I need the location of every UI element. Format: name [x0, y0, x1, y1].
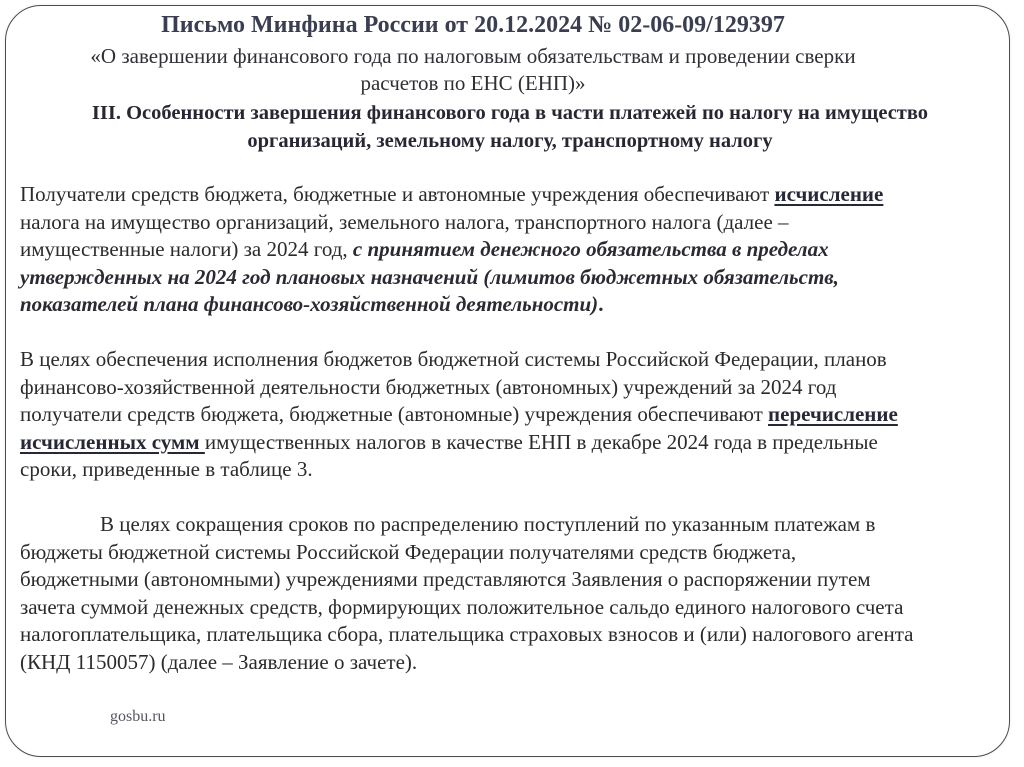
- emphasis-obligation: с принятием денежного обязательства в пределах: [352, 237, 829, 261]
- paragraph-line: сроки, приведенные в таблице 3.: [20, 457, 313, 481]
- paragraph-offset-application: [20, 511, 990, 676]
- paragraph-line: [20, 291, 990, 319]
- paragraph-line: [20, 181, 990, 209]
- paragraph-line: В целях сокращения сроков по распределению поступлений по указанным платежам в: [100, 512, 876, 536]
- paragraph-text: имущественные налоги) за 2024 год,: [20, 237, 353, 261]
- paragraph-period: .: [598, 292, 604, 316]
- section-heading-line: организаций, земельному налогу, транспортному налогу: [247, 130, 773, 152]
- emphasis-calculation: исчисление: [774, 182, 884, 206]
- paragraph-text: получатели средств бюджета, бюджетные (автономные) учреждения обеспечивают: [20, 402, 769, 426]
- paragraph-calculation: [20, 181, 990, 319]
- paragraph-line: [20, 429, 990, 457]
- paragraph-line: зачета суммой денежных средств, формирующих положительное сальдо единого налогового счета: [20, 594, 904, 619]
- emphasis-calculated-sums: исчисленных сумм: [20, 429, 205, 454]
- paragraph-line: В целях обеспечения исполнения бюджетов бюджетной системы Российской Федерации, планов: [20, 347, 887, 371]
- document-title: Письмо Минфина России от 20.12.2024 № 02-06-09/129397: [161, 12, 785, 38]
- paragraph-line: финансово-хозяйственной деятельности бюджетных (автономных) учреждений за 2024 год: [20, 374, 837, 399]
- paragraph-line: налогоплательщика, плательщика сбора, плательщика страховых взносов и (или) налогового агента: [20, 622, 914, 646]
- section-heading: [20, 99, 1000, 155]
- paragraph-line: [20, 401, 990, 429]
- paragraph-text: Получатели средств бюджета, бюджетные и автономные учреждения обеспечивают: [20, 182, 775, 206]
- paragraph-line: бюджетными (автономными) учреждениями представляются Заявления о распоряжении путем: [20, 567, 871, 591]
- paragraph-line: (КНД 1150057) (далее – Заявление о зачете).: [20, 649, 418, 674]
- subtitle-line: расчетов по ЕНС (ЕНП)»: [360, 71, 586, 95]
- source-footer: gosbu.ru: [110, 708, 166, 725]
- paragraph-line: утвержденных на 2024 год плановых назначений (лимитов бюджетных обязательств,: [20, 264, 839, 289]
- paragraph-line: налога на имущество организаций, земельного налога, транспортного налога (далее –: [20, 209, 789, 234]
- subtitle-line: «О завершении финансового года по налоговым обязательствам и проведении сверки: [90, 44, 856, 68]
- paragraph-line: [20, 236, 990, 264]
- paragraph-line: бюджеты бюджетной системы Российской Федерации получателями средств бюджета,: [20, 539, 797, 564]
- emphasis-transfer: перечисление: [768, 402, 898, 426]
- emphasis-plan: показателей плана финансово-хозяйственной деятельности): [20, 292, 599, 316]
- paragraph-transfer: [20, 346, 990, 484]
- paragraph-text: имущественных налогов в качестве ЕНП в декабре 2024 года в предельные: [204, 429, 878, 454]
- document-subtitle: [0, 43, 946, 97]
- section-heading-line: III. Особенности завершения финансового года в части платежей по налогу на имущество: [91, 102, 929, 124]
